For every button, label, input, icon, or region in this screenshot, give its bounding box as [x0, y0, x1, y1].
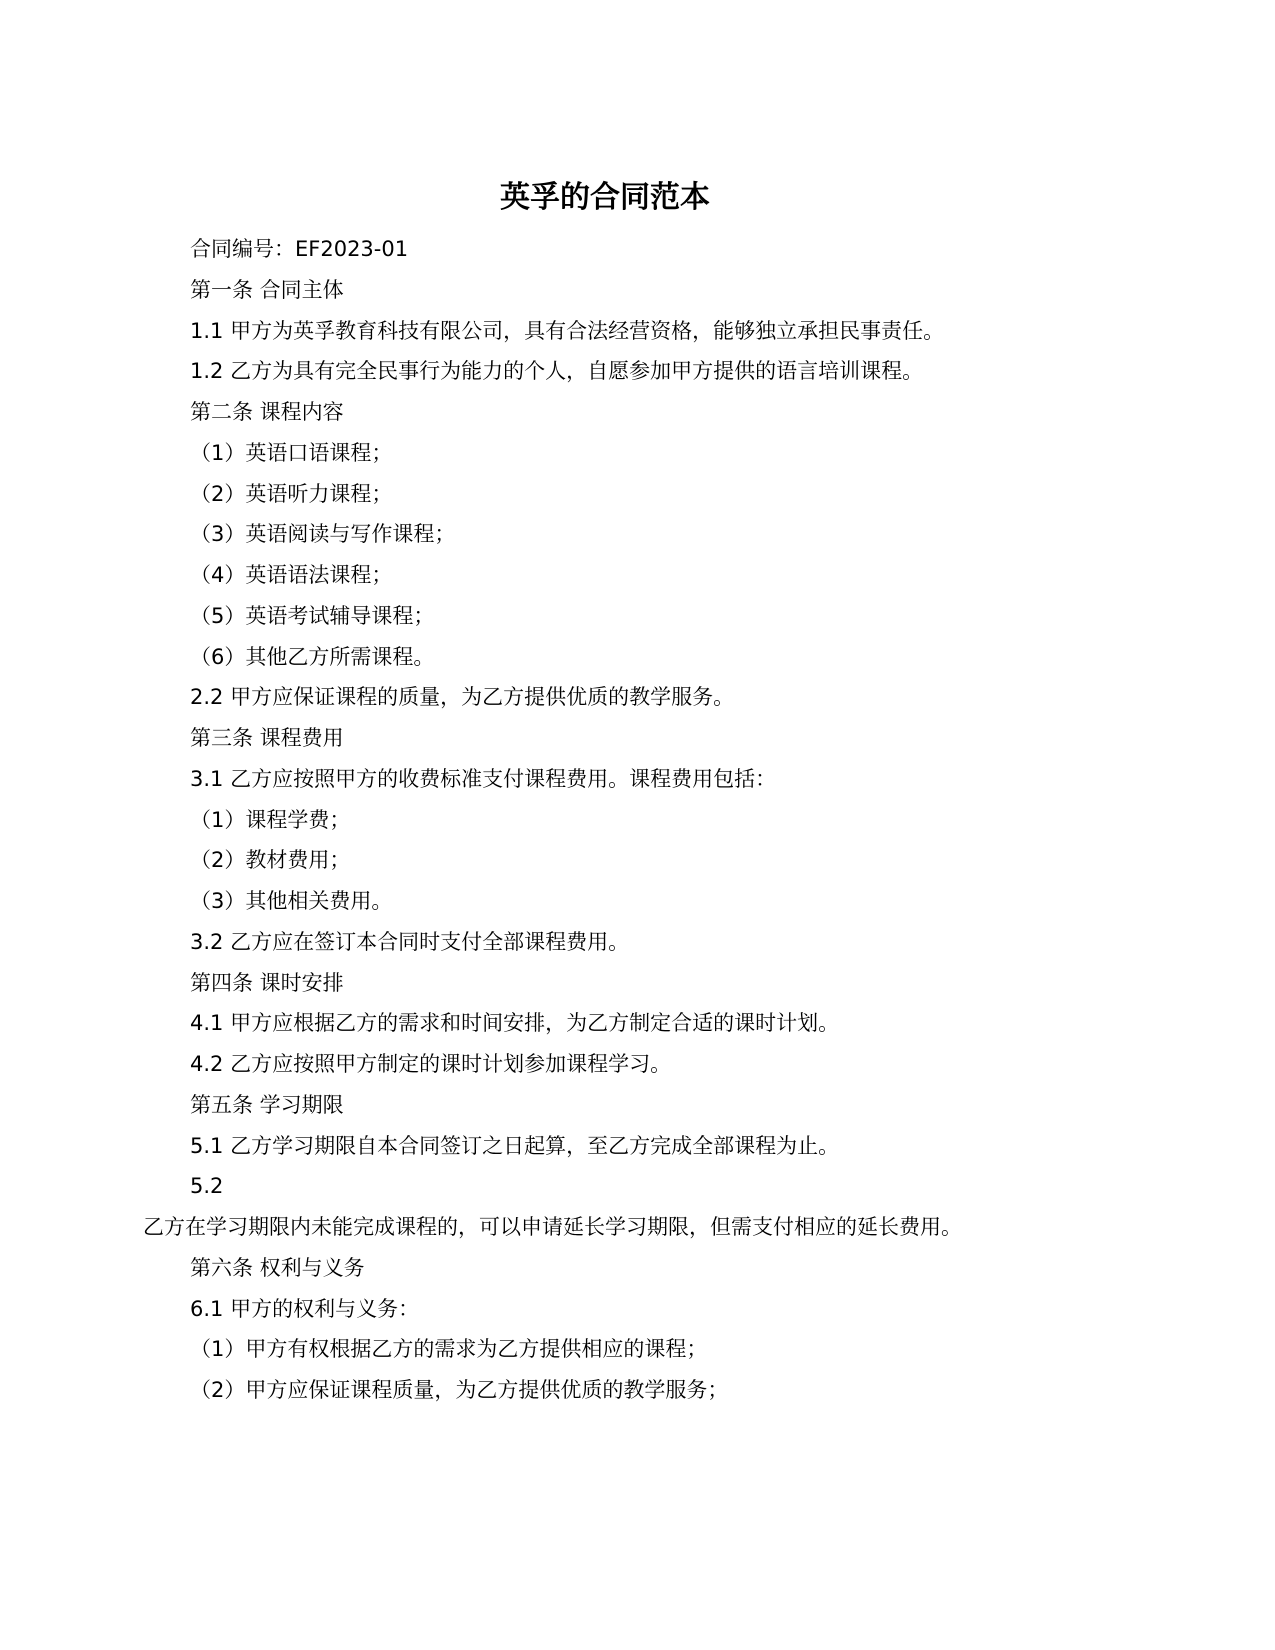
- paragraph-line: （2）教材费用；: [190, 848, 351, 873]
- paragraph-line: 乙方在学习期限内未能完成课程的，可以申请延长学习期限，但需支付相应的延长费用。: [143, 1215, 962, 1239]
- document-body: [143, 229, 1090, 1411]
- paragraph-line: 5.2: [190, 1174, 224, 1199]
- paragraph-line: （3）英语阅读与写作课程；: [190, 522, 456, 547]
- section-heading: 第五条 学习期限: [190, 1092, 344, 1117]
- paragraph-line: 4.1 甲方应根据乙方的需求和时间安排，为乙方制定合适的课时计划。: [190, 1011, 840, 1036]
- section-heading: 第三条 课程费用: [190, 726, 344, 750]
- paragraph-line: （1）甲方有权根据乙方的需求为乙方提供相应的课程；: [190, 1337, 708, 1362]
- paragraph-line: （3）其他相关费用。: [190, 889, 393, 913]
- paragraph-line: （1）英语口语课程；: [190, 440, 393, 465]
- paragraph-line: 4.2 乙方应按照甲方制定的课时计划参加课程学习。: [190, 1052, 672, 1076]
- paragraph-line: 6.1 甲方的权利与义务：: [190, 1296, 420, 1321]
- paragraph-line: 3.2 乙方应在签订本合同时支付全部课程费用。: [190, 929, 630, 954]
- paragraph-line: （5）英语考试辅导课程；: [190, 603, 435, 628]
- section-heading: 第二条 课程内容: [190, 400, 344, 424]
- paragraph-line: （1）课程学费；: [190, 807, 351, 832]
- document-title: 英孚的合同范本: [500, 180, 710, 215]
- section-heading: 第六条 权利与义务: [190, 1255, 365, 1280]
- paragraph-line: 5.1 乙方学习期限自本合同签订之日起算，至乙方完成全部课程为止。: [190, 1133, 840, 1158]
- section-heading: 第一条 合同主体: [190, 277, 344, 302]
- paragraph-line: 合同编号：EF2023-01: [190, 237, 409, 261]
- paragraph-line: （2）英语听力课程；: [190, 481, 393, 506]
- paragraph-line: （6）其他乙方所需课程。: [190, 644, 435, 669]
- paragraph-line: 1.1 甲方为英孚教育科技有限公司，具有合法经营资格，能够独立承担民事责任。: [190, 318, 945, 343]
- section-heading: 第四条 课时安排: [190, 970, 344, 995]
- paragraph-line: 3.1 乙方应按照甲方的收费标准支付课程费用。课程费用包括：: [190, 766, 777, 791]
- paragraph-line: （4）英语语法课程；: [190, 563, 393, 587]
- paragraph-line: 2.2 甲方应保证课程的质量，为乙方提供优质的教学服务。: [190, 685, 735, 710]
- paragraph-line: （2）甲方应保证课程质量，为乙方提供优质的教学服务；: [190, 1378, 729, 1402]
- paragraph-line: 1.2 乙方为具有完全民事行为能力的个人，自愿参加甲方提供的语言培训课程。: [190, 359, 924, 384]
